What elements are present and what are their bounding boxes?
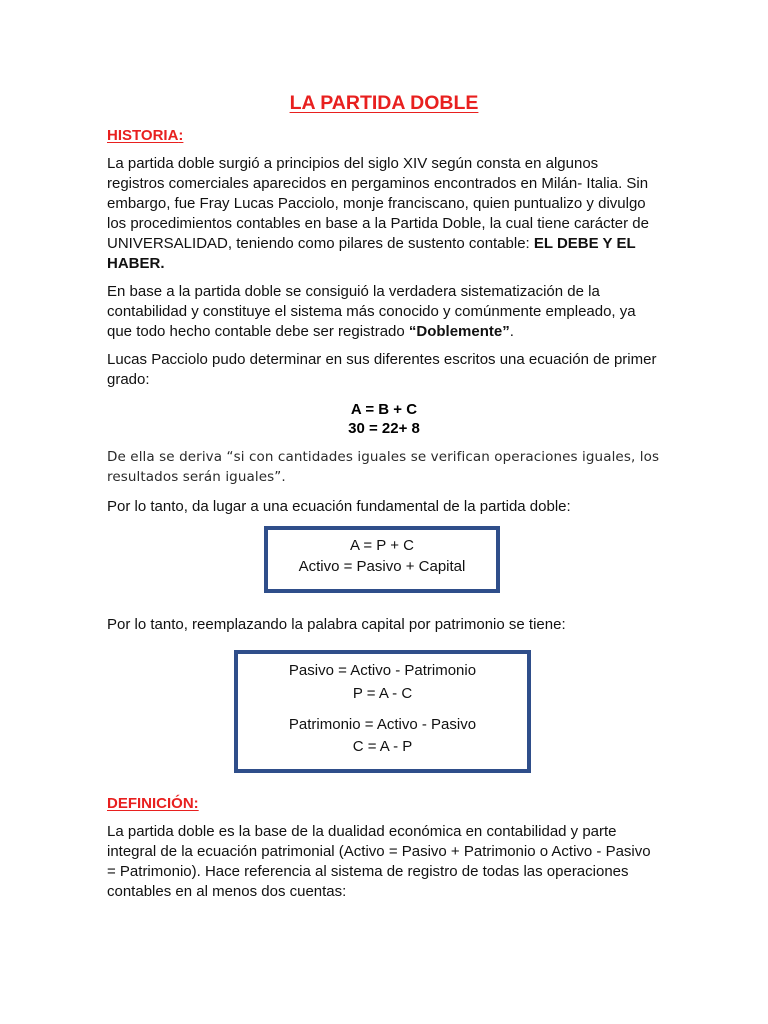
text-run: UNIVERSALIDAD, teniendo como pilares de sustento contable: xyxy=(107,235,534,252)
text-line: Lucas Pacciolo pudo determinar en sus diferentes escritos una ecuación de primer xyxy=(107,351,657,368)
box1-line-2: Activo = Pasivo + Capital xyxy=(298,558,466,575)
equation-1: A = B + C xyxy=(350,401,418,418)
historia-heading-colon: : xyxy=(178,127,184,144)
box2-line-1: Pasivo = Activo - Patrimonio xyxy=(288,662,477,679)
historia-paragraph-4 xyxy=(107,447,667,487)
historia-heading xyxy=(107,126,183,146)
text-line: La partida doble surgió a principios del siglo XIV según consta en algunos xyxy=(107,155,599,172)
text-line: grado: xyxy=(107,371,150,388)
box2-line-3: Patrimonio = Activo - Pasivo xyxy=(288,716,477,733)
historia-paragraph-5: Por lo tanto, da lugar a una ecuación fundamental de la partida doble: xyxy=(107,498,571,515)
historia-paragraph-1 xyxy=(107,154,667,274)
text-line: contabilidad y constituye el sistema más conocido y comúnmente empleado, ya xyxy=(107,303,636,320)
text-line: = Patrimonio). Hace referencia al sistema de registro de todas las operaciones xyxy=(107,863,629,880)
text-line xyxy=(107,322,667,342)
bold-text: EL DEBE Y EL xyxy=(533,235,636,252)
text-line: La partida doble es la base de la dualidad económica en contabilidad y parte xyxy=(107,823,617,840)
text-line: embargo, fue Fray Lucas Pacciolo, monje franciscano, quien puntualizo y divulgo xyxy=(107,195,646,212)
text-line: resultados serán iguales”. xyxy=(107,469,286,485)
definicion-heading: DEFINICIÓN: xyxy=(107,795,199,812)
box1-line-1: A = P + C xyxy=(350,537,414,554)
definicion-paragraph-1 xyxy=(107,822,667,902)
historia-paragraph-2 xyxy=(107,282,667,342)
text-line: En base a la partida doble se consiguió la verdadera sistematización de la xyxy=(107,283,600,300)
historia-paragraph-3 xyxy=(107,350,667,390)
text-line: De ella se deriva “si con cantidades iguales se verifican operaciones iguales, los xyxy=(107,449,660,465)
historia-paragraph-6: Por lo tanto, reemplazando la palabra capital por patrimonio se tiene: xyxy=(107,616,566,633)
text-line: registros comerciales aparecidos en pergaminos encontrados en Milán- Italia. Sin xyxy=(107,175,649,192)
text-run: que todo hecho contable debe ser registrado xyxy=(107,323,409,340)
bold-text: “Doblemente” xyxy=(408,323,510,340)
text-line xyxy=(107,234,667,254)
bold-text: HABER. xyxy=(107,255,165,272)
historia-heading-text: HISTORIA xyxy=(107,127,179,144)
box2-line-4: C = A - P xyxy=(352,738,413,755)
text-line: integral de la ecuación patrimonial (Activo = Pasivo + Patrimonio o Activo - Pasivo xyxy=(107,843,651,860)
text-line xyxy=(107,254,667,274)
equation-box-2 xyxy=(234,650,531,773)
equation-2: 30 = 22+ 8 xyxy=(348,420,420,437)
text-line: contables en al menos dos cuentas: xyxy=(107,883,347,900)
document-title: LA PARTIDA DOBLE xyxy=(289,92,479,114)
text-run: . xyxy=(509,323,514,340)
box2-line-2: P = A - C xyxy=(352,685,413,702)
text-line: los procedimientos contables en base a la Partida Doble, la cual tiene carácter de xyxy=(107,215,649,232)
equation-box-1 xyxy=(264,526,500,593)
